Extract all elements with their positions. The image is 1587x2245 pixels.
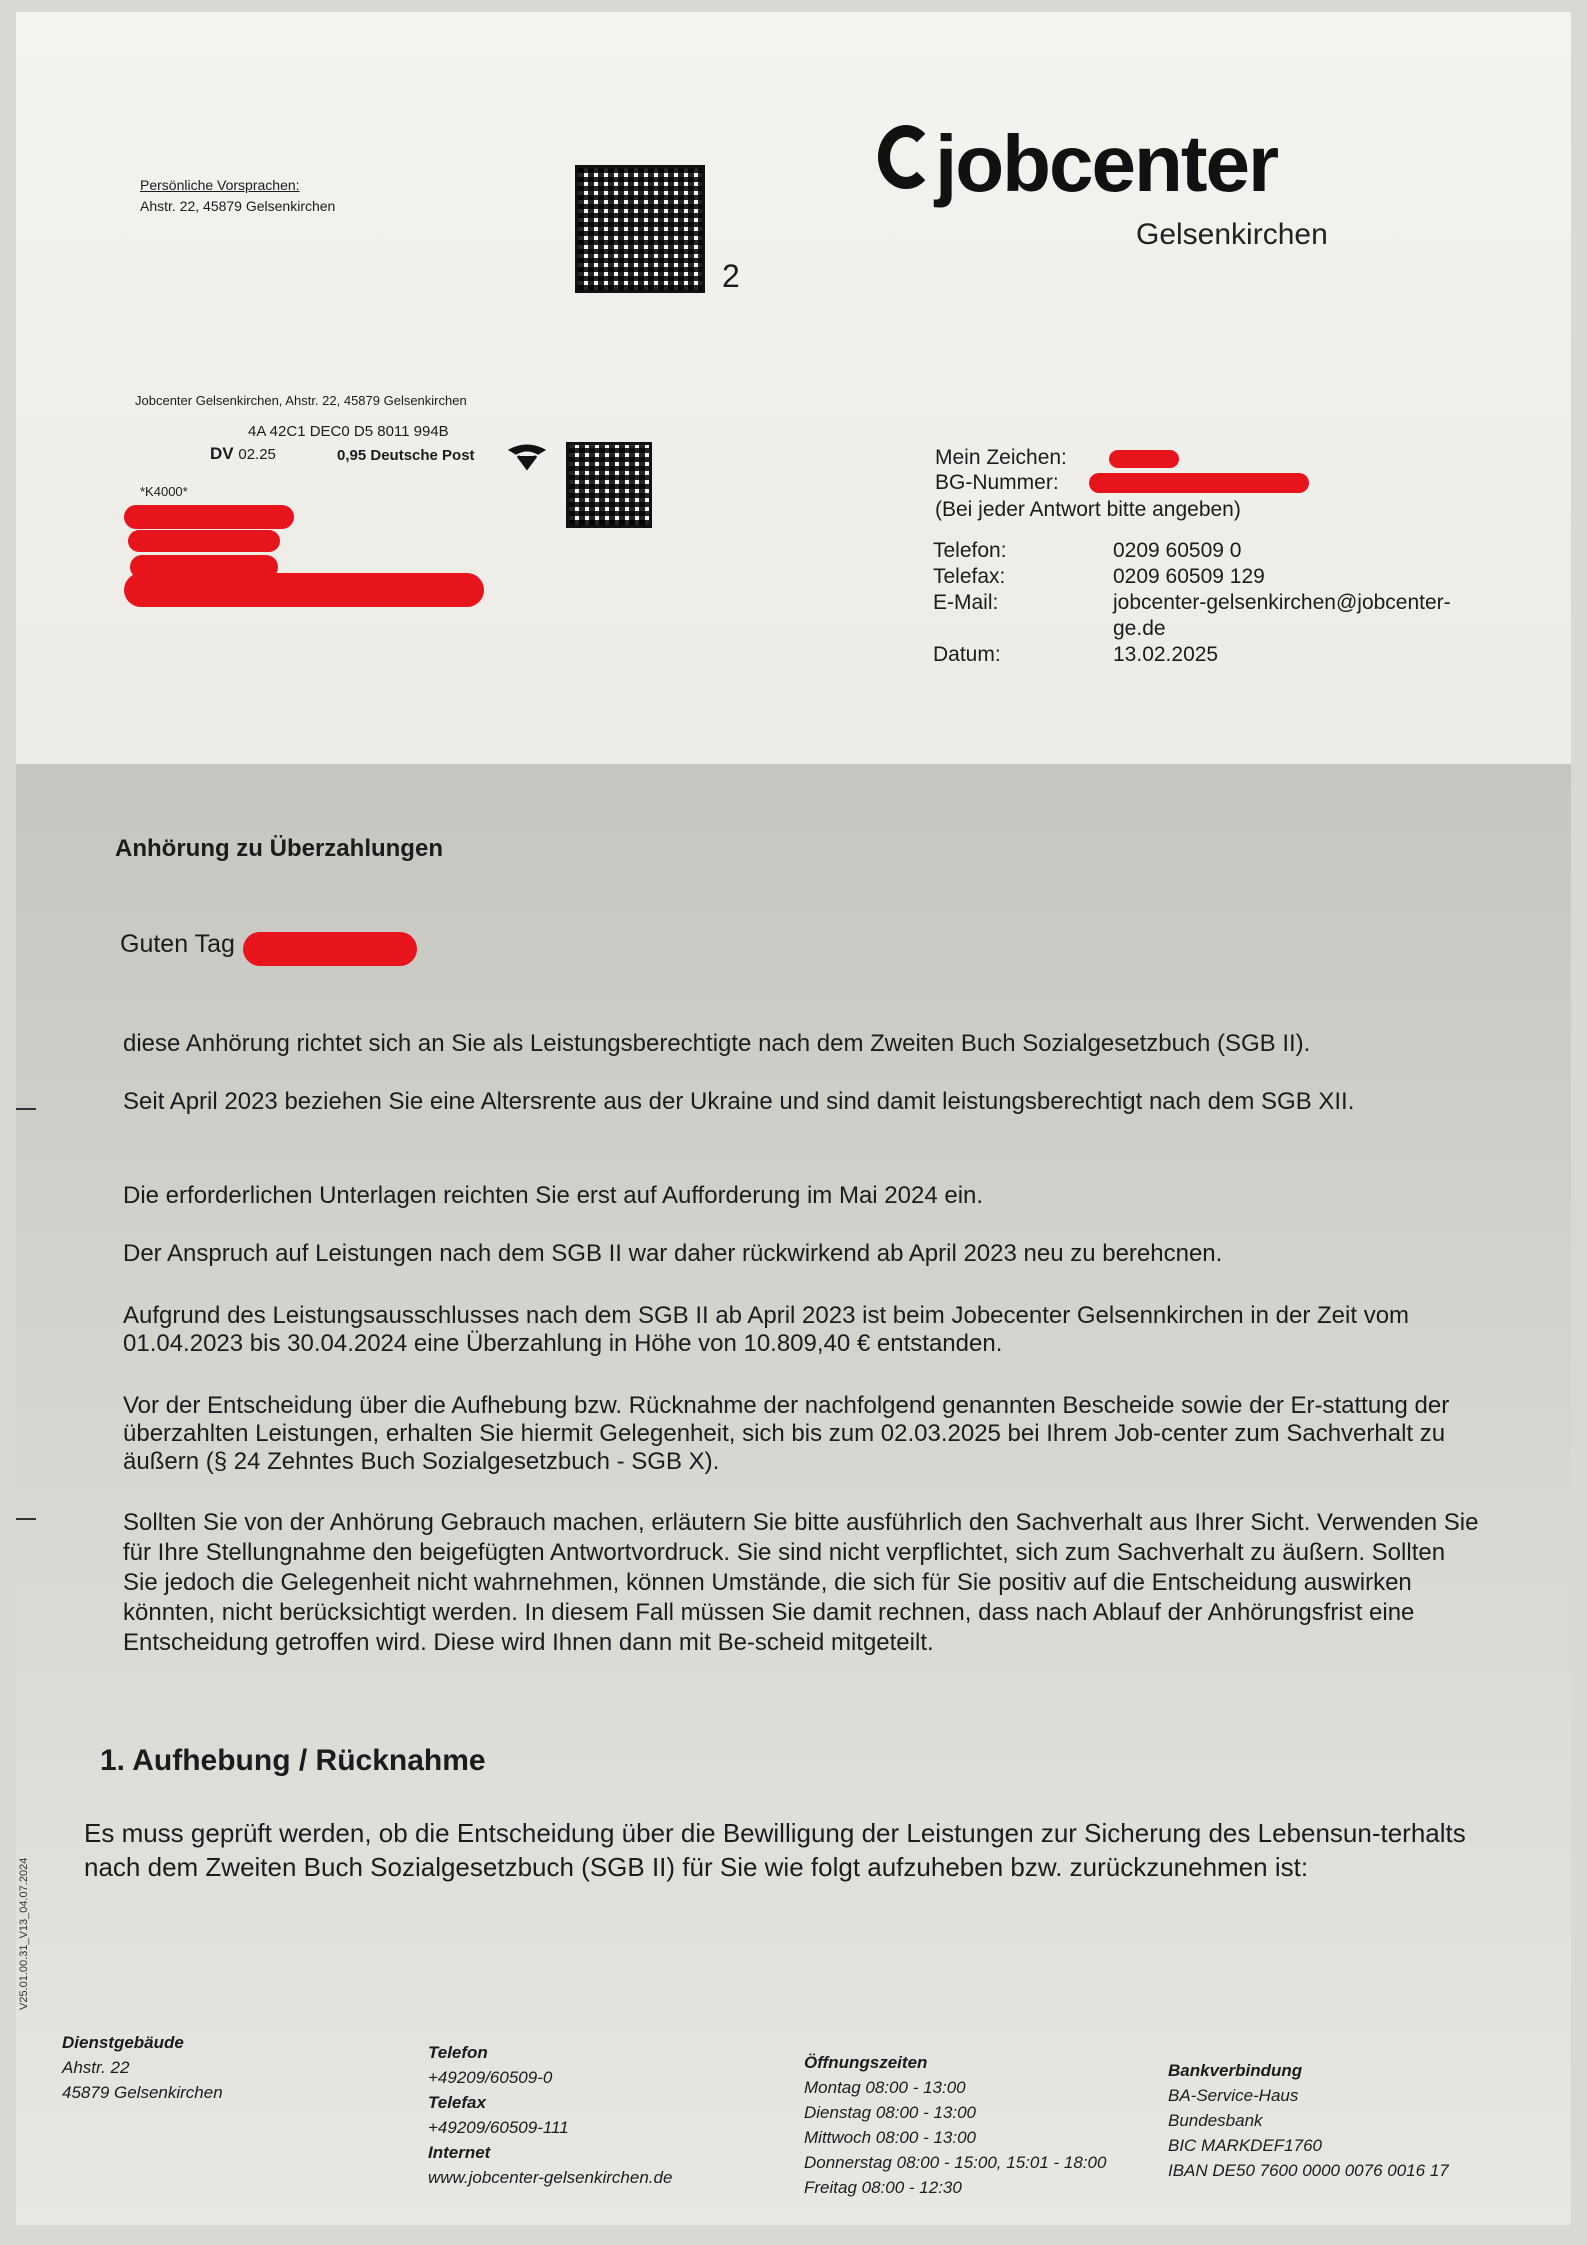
letter-bottom-section (16, 764, 1571, 2225)
telefon-label: Telefon: (933, 539, 1007, 562)
personal-visits-label: Persönliche Vorsprachen: (140, 177, 300, 193)
email-label: E-Mail: (933, 591, 999, 614)
redaction-bar (128, 530, 280, 552)
telefon-value: 0209 60509 0 (1113, 539, 1242, 562)
footer-bank-bank: Bundesbank (1168, 2111, 1263, 2130)
page-number: 2 (722, 258, 740, 294)
telefax-label: Telefax: (933, 565, 1006, 588)
fold-mark (16, 1518, 36, 1520)
contact-info (933, 538, 1513, 668)
k-code: *K4000* (140, 484, 188, 499)
personal-visits-address: Ahstr. 22, 45879 Gelsenkirchen (140, 198, 336, 214)
redaction-bar (124, 505, 294, 529)
footer-hours-fri: Freitag 08:00 - 12:30 (804, 2178, 962, 2197)
redaction-bar (1109, 450, 1179, 468)
paragraph-5: Aufgrund des Leistungsausschlusses nach dem SGB II ab April 2023 ist beim Jobecenter Gelsennkirchen in der Zeit vom 01.04.2023 bis 30.04.2024 eine Überzahlung in Höhe von 10.809,40 € entstanden. (123, 1302, 1410, 1357)
footer-office (62, 2030, 223, 2105)
post-horn-icon (508, 440, 546, 472)
paragraph-6: Vor der Entscheidung über die Aufhebung bzw. Rücknahme der nachfolgend genannten Bescheide sowie der Er-stattung der überzahlten Leistungen, erhalten Sie hiermit Gelegenheit, sich bis zum 02.03.2025 bei Ihrem Job-center zum Sachverhalt zu äußern (§ 24 Zehntes Buch Sozialgesetzbuch - SGB X). (123, 1392, 1450, 1475)
footer-web-link[interactable]: www.jobcenter-gelsenkirchen.de (428, 2168, 673, 2187)
reference-note: (Bei jeder Antwort bitte angeben) (935, 498, 1241, 521)
redaction-bar (1089, 473, 1309, 493)
bg-nummer-label: BG-Nummer: (935, 471, 1059, 494)
greeting: Guten Tag (120, 930, 235, 958)
footer-phone: +49209/60509-0 (428, 2068, 553, 2087)
datum-value: 13.02.2025 (1113, 643, 1219, 666)
footer-hours (804, 2050, 1106, 2200)
footer-phone-title: Telefon (428, 2043, 488, 2062)
footer-hours-thu: Donnerstag 08:00 - 15:00, 15:01 - 18:00 (804, 2153, 1107, 2172)
logo-city: Gelsenkirchen (1136, 218, 1328, 251)
section-1-title: 1. Aufhebung / Rücknahme (100, 1744, 486, 1777)
datum-label: Datum: (933, 643, 1001, 666)
footer-fax: +49209/60509-111 (428, 2118, 569, 2137)
paragraph-8: Es muss geprüft werden, ob die Entscheidung über die Bewilligung der Leistungen zur Sicherung des Lebensun-terhalts nach dem Zweiten Buch Sozialgesetzbuch (SGB II) für Sie wie folgt aufzuheben bzw. zurückzunehmen ist: (84, 1818, 1466, 1882)
paragraph-1: diese Anhörung richtet sich an Sie als Leistungsberechtigte nach dem Zweiten Buch Sozialgesetzbuch (SGB II). (123, 1030, 1311, 1057)
sender-line: Jobcenter Gelsenkirchen, Ahstr. 22, 45879 Gelsenkirchen (135, 393, 467, 408)
dv-line (210, 444, 276, 464)
footer-hours-title: Öffnungszeiten (804, 2053, 928, 2072)
footer-bank-bic: BIC MARKDEF1760 (1168, 2136, 1322, 2155)
datamatrix-code (575, 165, 705, 293)
footer-bank (1168, 2058, 1449, 2183)
footer-office-street: Ahstr. 22 (62, 2058, 130, 2077)
redaction-bar (243, 932, 417, 966)
fold-mark (16, 1108, 36, 1110)
footer-bank-title: Bankverbindung (1168, 2061, 1303, 2080)
dv-date: 02.25 (238, 446, 276, 463)
footer-hours-mon: Montag 08:00 - 13:00 (804, 2078, 966, 2097)
footer-hours-tue: Dienstag 08:00 - 13:00 (804, 2103, 977, 2122)
footer-contact (428, 2040, 672, 2190)
paragraph-7: Sollten Sie von der Anhörung Gebrauch machen, erläutern Sie bitte ausführlich den Sachverhalt aus Ihrer Sicht. Verwenden Sie für Ihre Stellungnahme den beigefügten Antwortvordruck. Sie sind nicht verpflichtet, sich zum Sachverhalt zu äußern. Sollten Sie jedoch die Gelegenheit nicht wahrnehmen, können Umstände, die sich für Sie positiv auf die Entscheidung auswirken könnten, nicht berücksichtigt werden. In diesem Fall müssen Sie damit rechnen, dass nach Ablauf der Anhörungsfrist eine Entscheidung getroffen wird. Diese wird Ihnen dann mit Be-scheid mitgeteilt. (123, 1509, 1479, 1656)
footer-office-city: 45879 Gelsenkirchen (62, 2083, 223, 2102)
footer-bank-name: BA-Service-Haus (1168, 2086, 1299, 2105)
postage-text: 0,95 Deutsche Post (337, 447, 475, 464)
paragraph-2: Seit April 2023 beziehen Sie eine Altersrente aus der Ukraine und sind damit leistungsberechtigt nach dem SGB XII. (123, 1088, 1355, 1115)
postage-qr-code (566, 442, 652, 528)
form-version-note: V25.01.00.31_V13_04.07.2024 (18, 1857, 30, 2010)
footer-bank-iban: IBAN DE50 7600 0000 0076 0016 17 (1168, 2161, 1449, 2180)
mail-code-line: 4A 42C1 DEC0 D5 8011 994B (248, 423, 449, 440)
dv-label: DV (210, 444, 234, 463)
email-value-line1[interactable]: jobcenter-gelsenkirchen@jobcenter- (1113, 591, 1451, 614)
letter-subject: Anhörung zu Überzahlungen (115, 835, 443, 862)
logo-name: jobcenter (935, 119, 1278, 208)
jobcenter-logo-icon (878, 125, 934, 189)
footer-fax-title: Telefax (428, 2093, 486, 2112)
paragraph-3: Die erforderlichen Unterlagen reichten Sie erst auf Aufforderung im Mai 2024 ein. (123, 1182, 984, 1209)
footer-office-title: Dienstgebäude (62, 2033, 184, 2052)
telefax-value: 0209 60509 129 (1113, 565, 1265, 588)
redaction-bar (124, 573, 484, 607)
email-value-line2[interactable]: ge.de (1113, 617, 1166, 640)
footer-hours-wed: Mittwoch 08:00 - 13:00 (804, 2128, 976, 2147)
footer-web-title: Internet (428, 2143, 491, 2162)
mein-zeichen-label: Mein Zeichen: (935, 446, 1067, 469)
paragraph-4: Der Anspruch auf Leistungen nach dem SGB II war daher rückwirkend ab April 2023 neu zu berehcnen. (123, 1240, 1223, 1267)
